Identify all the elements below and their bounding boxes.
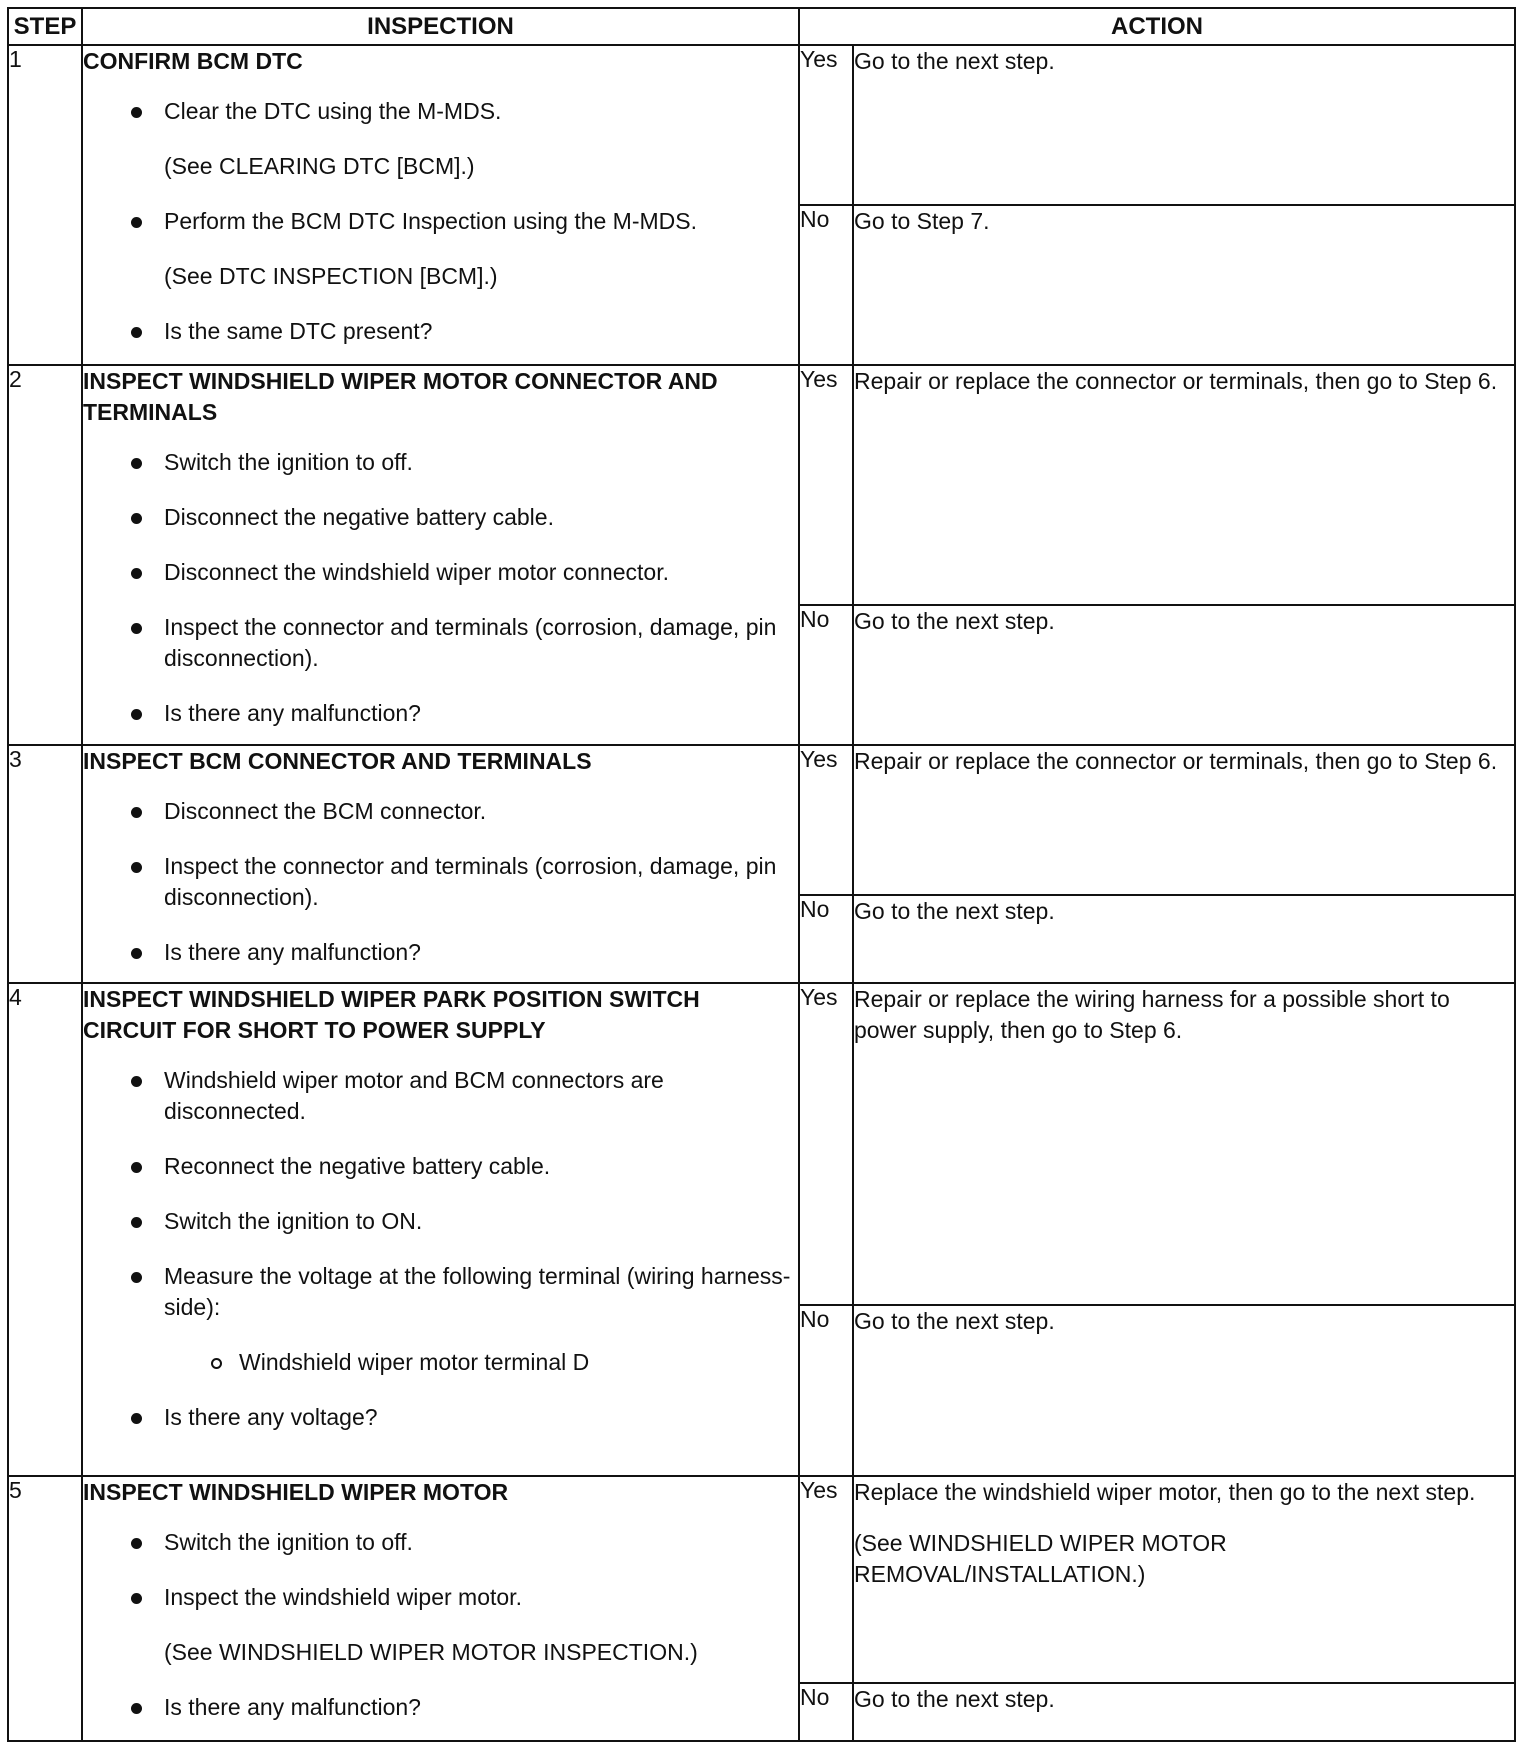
step-number: 1: [8, 45, 82, 365]
step-header: STEP: [8, 8, 82, 45]
bullet-item: [83, 96, 798, 127]
table-row: [8, 45, 1515, 205]
bullet-item: [83, 1582, 798, 1613]
action-text: (See WINDSHIELD WIPER MOTOR REMOVAL/INSTALLATION.): [854, 1530, 1227, 1587]
diagnostic-table: [7, 7, 1516, 1742]
reference-note: (See WINDSHIELD WIPER MOTOR INSPECTION.): [164, 1639, 698, 1665]
bullet-icon: [131, 458, 142, 469]
bullet-icon: [131, 513, 142, 524]
bullet-icon: [131, 1076, 142, 1087]
no-label: No: [799, 895, 853, 983]
yes-label: Yes: [799, 983, 853, 1305]
bullet-text: Disconnect the windshield wiper motor connector.: [164, 559, 669, 585]
no-label: No: [799, 205, 853, 365]
action-header: ACTION: [799, 8, 1515, 45]
step-title: INSPECT BCM CONNECTOR AND TERMINALS: [83, 748, 592, 774]
action-text: Go to the next step.: [854, 1686, 1055, 1712]
header-row: [8, 8, 1515, 45]
action-text: Repair or replace the connector or terminals, then go to Step 6.: [854, 748, 1498, 774]
bullet-item: [83, 502, 798, 533]
no-label: No: [799, 605, 853, 745]
no-action: [853, 1683, 1515, 1741]
inspection-cell: [82, 45, 799, 365]
no-action: [853, 605, 1515, 745]
bullet-text: Measure the voltage at the following terminal (wiring harness-side):: [164, 1263, 791, 1320]
bullet-icon: [131, 807, 142, 818]
bullet-text: Inspect the connector and terminals (corrosion, damage, pin disconnection).: [164, 614, 777, 671]
bullet-icon: [131, 862, 142, 873]
bullet-item: [83, 1206, 798, 1237]
inspection-cell: [82, 365, 799, 745]
bullet-icon: [131, 623, 142, 634]
bullet-item: [83, 1151, 798, 1182]
bullet-text: Reconnect the negative battery cable.: [164, 1153, 551, 1179]
bullet-icon: [131, 327, 142, 338]
bullet-item: [83, 796, 798, 827]
yes-action: [853, 983, 1515, 1305]
no-action: [853, 205, 1515, 365]
inspection-header: INSPECTION: [82, 8, 799, 45]
bullet-text: Is there any malfunction?: [164, 700, 421, 726]
bullet-text: Is there any voltage?: [164, 1404, 378, 1430]
inspection-cell: [82, 983, 799, 1476]
action-text: Repair or replace the wiring harness for a possible short to power supply, then go to Step 6.: [854, 986, 1450, 1043]
bullet-text: Windshield wiper motor and BCM connectors are disconnected.: [164, 1067, 664, 1124]
table-body: [8, 45, 1515, 1741]
bullet-item: [83, 1402, 798, 1433]
bullet-item: [83, 851, 798, 913]
bullet-icon: [131, 107, 142, 118]
reference-note: (See DTC INSPECTION [BCM].): [164, 263, 498, 289]
bullet-icon: [131, 709, 142, 720]
bullet-text: Is there any malfunction?: [164, 1694, 421, 1720]
bullet-item: [83, 447, 798, 478]
bullet-item: [83, 937, 798, 968]
bullet-icon: [131, 217, 142, 228]
bullet-item: [83, 612, 798, 674]
no-action: [853, 1305, 1515, 1476]
table-row: [8, 745, 1515, 895]
bullet-text: Switch the ignition to ON.: [164, 1208, 423, 1234]
yes-action: [853, 1476, 1515, 1683]
yes-label: Yes: [799, 365, 853, 605]
action-text: Replace the windshield wiper motor, then go to the next step.: [854, 1479, 1476, 1505]
bullet-text: Inspect the windshield wiper motor.: [164, 1584, 522, 1610]
step-number: 2: [8, 365, 82, 745]
bullet-icon: [131, 568, 142, 579]
bullet-icon: [131, 1413, 142, 1424]
action-text: Go to the next step.: [854, 898, 1055, 924]
bullet-item: [83, 557, 798, 588]
bullet-text: Inspect the connector and terminals (corrosion, damage, pin disconnection).: [164, 853, 777, 910]
sub-bullet-text: Windshield wiper motor terminal D: [239, 1349, 590, 1375]
bullet-text: Is the same DTC present?: [164, 318, 433, 344]
step-title: INSPECT WINDSHIELD WIPER MOTOR: [83, 1479, 509, 1505]
bullet-icon: [131, 1272, 142, 1283]
bullet-text: Switch the ignition to off.: [164, 1529, 413, 1555]
no-label: No: [799, 1683, 853, 1741]
step-title: INSPECT WINDSHIELD WIPER MOTOR CONNECTOR AND TERMINALS: [83, 368, 718, 425]
bullet-icon: [131, 1593, 142, 1604]
bullet-icon: [131, 1703, 142, 1714]
no-label: No: [799, 1305, 853, 1476]
yes-label: Yes: [799, 45, 853, 205]
bullet-item: [83, 1065, 798, 1127]
step-title: CONFIRM BCM DTC: [83, 48, 303, 74]
bullet-text: Disconnect the negative battery cable.: [164, 504, 554, 530]
action-text: Go to Step 7.: [854, 208, 990, 234]
yes-label: Yes: [799, 745, 853, 895]
action-text: Go to the next step.: [854, 48, 1055, 74]
bullet-text: Switch the ignition to off.: [164, 449, 413, 475]
yes-action: [853, 45, 1515, 205]
reference-note: (See CLEARING DTC [BCM].): [164, 153, 475, 179]
step-number: 3: [8, 745, 82, 983]
bullet-item: [83, 698, 798, 729]
bullet-item: [83, 1527, 798, 1558]
sub-bullet-item: [83, 1347, 798, 1378]
bullet-text: Disconnect the BCM connector.: [164, 798, 487, 824]
bullet-icon: [131, 1217, 142, 1228]
bullet-icon: [131, 1162, 142, 1173]
inspection-cell: [82, 745, 799, 983]
step-number: 4: [8, 983, 82, 1476]
yes-label: Yes: [799, 1476, 853, 1683]
action-text: Go to the next step.: [854, 608, 1055, 634]
bullet-item: [83, 316, 798, 347]
inspection-cell: [82, 1476, 799, 1741]
bullet-icon: [131, 1538, 142, 1549]
action-text: Go to the next step.: [854, 1308, 1055, 1334]
bullet-icon: [131, 948, 142, 959]
table-row: [8, 365, 1515, 605]
bullet-text: Clear the DTC using the M-MDS.: [164, 98, 502, 124]
yes-action: [853, 745, 1515, 895]
bullet-item: [83, 206, 798, 237]
action-text: Repair or replace the connector or terminals, then go to Step 6.: [854, 368, 1498, 394]
step-title: INSPECT WINDSHIELD WIPER PARK POSITION SWITCH CIRCUIT FOR SHORT TO POWER SUPPLY: [83, 986, 700, 1043]
table-row: [8, 1476, 1515, 1683]
step-number: 5: [8, 1476, 82, 1741]
bullet-text: Perform the BCM DTC Inspection using the M-MDS.: [164, 208, 697, 234]
bullet-text: Is there any malfunction?: [164, 939, 421, 965]
bullet-item: [83, 1261, 798, 1323]
yes-action: [853, 365, 1515, 605]
circle-bullet-icon: [211, 1358, 222, 1369]
no-action: [853, 895, 1515, 983]
bullet-item: [83, 1692, 798, 1723]
table-row: [8, 983, 1515, 1305]
